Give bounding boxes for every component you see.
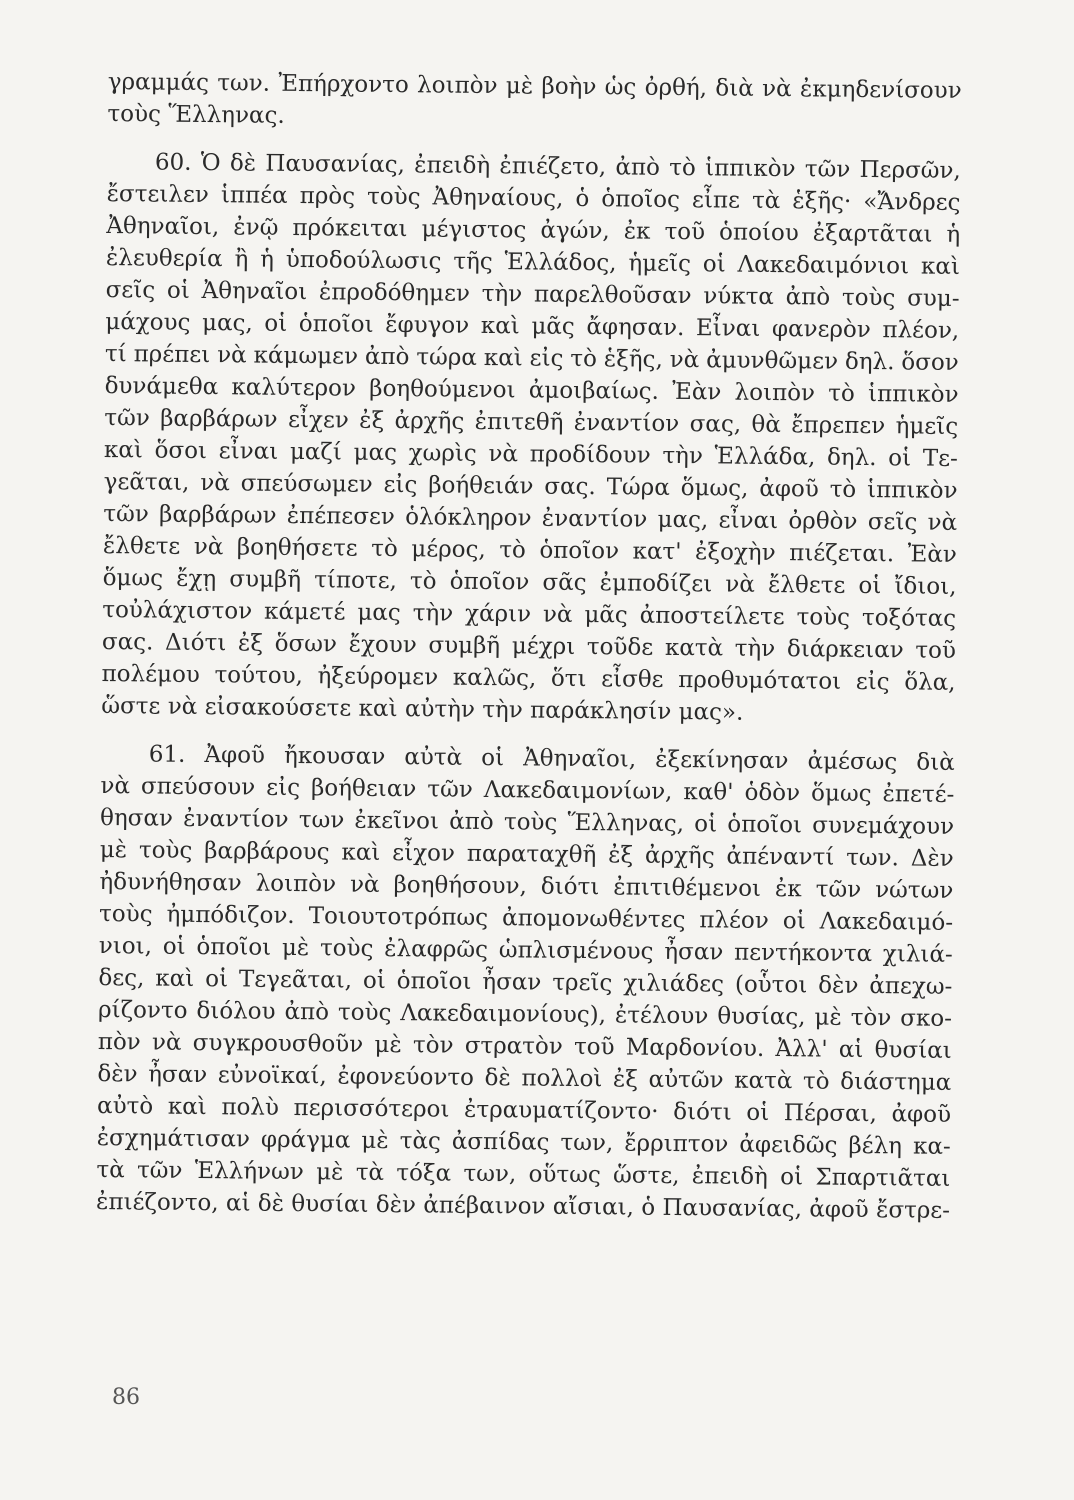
paragraph <box>101 146 961 731</box>
text-line: 61. Ἀφοῦ ἤκουσαν αὐτὰ οἱ Ἀθηναῖοι, ἐξεκίνησαν ἀμέσως διὰ <box>148 741 955 776</box>
text-line: ἐλευθερία ἢ ἡ ὑποδούλωσις τῆς Ἑλλάδος, ἡμεῖς οἱ Λακεδαιμόνιοι καὶ <box>105 244 961 280</box>
text-line: πολέμου τούτου, ἠξεύρομεν καλῶς, ὅτι εἶσθε προθυμότατοι εἰς ὅλα, <box>101 660 956 696</box>
text-line: μάχους μας, οἱ ὁποῖοι ἔφυγον καὶ μᾶς ἄφησαν. Εἶναι φανερὸν πλέον, <box>105 308 960 344</box>
text-line: τοὺς Ἕλληνας. <box>107 100 285 129</box>
text-line: τοὐλάχιστον κάμετέ μας τὴν χάριν νὰ μᾶς ἀποστείλετε τοὺς τοξότας <box>102 596 957 632</box>
text-line: δυνάμεθα καλύτερον βοηθούμενοι ἀμοιβαίως. Ἐὰν λοιπὸν τὸ ἱππικὸν <box>104 372 959 408</box>
text-line: ἐσχημάτισαν φράγμα μὲ τὰς ἀσπίδας των, ἔρριπτον ἀφειδῶς βέλη κα- <box>96 1124 951 1160</box>
text-line: τῶν βαρβάρων ἐπέπεσεν ὁλόκληρον ἐναντίον μας, εἶναι ὀρθὸν σεῖς νὰ <box>103 500 958 536</box>
text-line: μὲ τοὺς βαρβάρους καὶ εἶχον παραταχθῆ ἐξ ἀρχῆς ἀπέναντί των. Δὲν <box>99 836 954 872</box>
text-line: ἐπιέζοντο, αἱ δὲ θυσίαι δὲν ἀπέβαινον αἴσιαι, ὁ Παυσανίας, ἀφοῦ ἔστρε- <box>95 1188 951 1224</box>
text-line: νὰ σπεύσουν εἰς βοήθειαν τῶν Λακεδαιμονίων, καθ' ὁδὸν ὅμως ἐπετέ- <box>100 772 955 808</box>
text-line: δες, καὶ οἱ Τεγεᾶται, οἱ ὁποῖοι ἦσαν τρεῖς χιλιάδες (οὗτοι δὲν ἀπεχω- <box>98 964 953 1000</box>
text-line: δὲν ἦσαν εὐνοϊκαί, ἐφονεύοντο δὲ πολλοὶ ἐξ αὐτῶν κατὰ τὸ διάστημα <box>97 1060 952 1096</box>
text-line: γεᾶται, νὰ σπεύσωμεν εἰς βοήθειάν σας. Τώρα ὅμως, ἀφοῦ τὸ ἱππικὸν <box>103 468 958 504</box>
text-line: καὶ ὅσοι εἶναι μαζί μας χωρὶς νὰ προδίδουν τὴν Ἑλλάδα, δηλ. οἱ Τε- <box>103 436 958 472</box>
text-line: πὸν νὰ συγκρουσθοῦν μὲ τὸν στρατὸν τοῦ Μαρδονίου. Ἀλλ' αἱ θυσίαι <box>97 1028 952 1064</box>
text-line: θησαν ἐναντίον των ἐκεῖνοι ἀπὸ τοὺς Ἕλληνας, οἱ ὁποῖοι συνεμάχουν <box>99 804 955 840</box>
text-line: γραμμάς των. Ἐπήρχοντο λοιπὸν μὲ βοὴν ὡς ὀρθή, διὰ νὰ ἐκμηδενίσουν <box>107 68 962 104</box>
text-line: 60. Ὁ δὲ Παυσανίας, ἐπειδὴ ἐπιέζετο, ἀπὸ τὸ ἱππικὸν τῶν Περσῶν, <box>154 149 961 184</box>
text-line: ἠδυνήθησαν λοιπὸν νὰ βοηθήσουν, διότι ἐπιτιθέμενοι ἐκ τῶν νώτων <box>99 868 954 904</box>
text-line: ἔλθετε νὰ βοηθήσετε τὸ μέρος, τὸ ὁποῖον κατ' ἐξοχὴν πιέζεται. Ἐὰν <box>102 532 958 568</box>
page-text <box>96 66 962 1227</box>
text-line: ὅμως ἔχῃ συμβῆ τίποτε, τὸ ὁποῖον σᾶς ἐμποδίζει νὰ ἔλθετε οἱ ἴδιοι, <box>102 564 957 600</box>
paragraph <box>107 66 962 139</box>
text-line: αὐτὸ καὶ πολὺ περισσότεροι ἐτραυματίζοντο· διότι οἱ Πέρσαι, ἀφοῦ <box>96 1092 952 1128</box>
text-line: τοὺς ἠμπόδιζον. Τοιουτοτρόπως ἀπομονωθέντες πλέον οἱ Λακεδαιμό- <box>98 900 954 936</box>
text-line: τῶν βαρβάρων εἶχεν ἐξ ἀρχῆς ἐπιτεθῆ ἐναντίον σας, θὰ ἔπρεπεν ἡμεῖς <box>104 404 959 440</box>
text-line: τί πρέπει νὰ κάμωμεν ἀπὸ τώρα καὶ εἰς τὸ ἑξῆς, νὰ ἀμυνθῶμεν δηλ. ὅσον <box>104 340 959 376</box>
text-line: τὰ τῶν Ἑλλήνων μὲ τὰ τόξα των, οὕτως ὥστε, ἐπειδὴ οἱ Σπαρτιᾶται <box>96 1156 951 1192</box>
text-line: σας. Διότι ἐξ ὅσων ἔχουν συμβῆ μέχρι τοῦδε κατὰ τὴν διάρκειαν τοῦ <box>101 628 957 664</box>
text-line: ὥστε νὰ εἰσακούσετε καὶ αὐτὴν τὴν παράκλησίν μας». <box>101 692 744 726</box>
page-number: 86 <box>112 1385 140 1410</box>
text-line: σεῖς οἱ Ἀθηναῖοι ἐπροδόθημεν τὴν παρελθοῦσαν νύκτα ἀπὸ τοὺς συμ- <box>105 276 960 312</box>
text-line: Ἀθηναῖοι, ἐνῷ πρόκειται μέγιστος ἀγών, ἐκ τοῦ ὁποίου ἐξαρτᾶται ἡ <box>106 212 961 248</box>
text-line: ρίζοντο διόλου ἀπὸ τοὺς Λακεδαιμονίους), ἐτέλουν θυσίας, μὲ τὸν σκο- <box>97 996 953 1032</box>
paragraph <box>96 738 955 1227</box>
text-line: νιοι, οἱ ὁποῖοι μὲ τοὺς ἐλαφρῶς ὡπλισμένους ἦσαν πεντήκοντα χιλιά- <box>98 932 953 968</box>
text-line: ἔστειλεν ἱππέα πρὸς τοὺς Ἀθηναίους, ὁ ὁποῖος εἶπε τὰ ἑξῆς· «Ἄνδρες <box>106 180 961 216</box>
